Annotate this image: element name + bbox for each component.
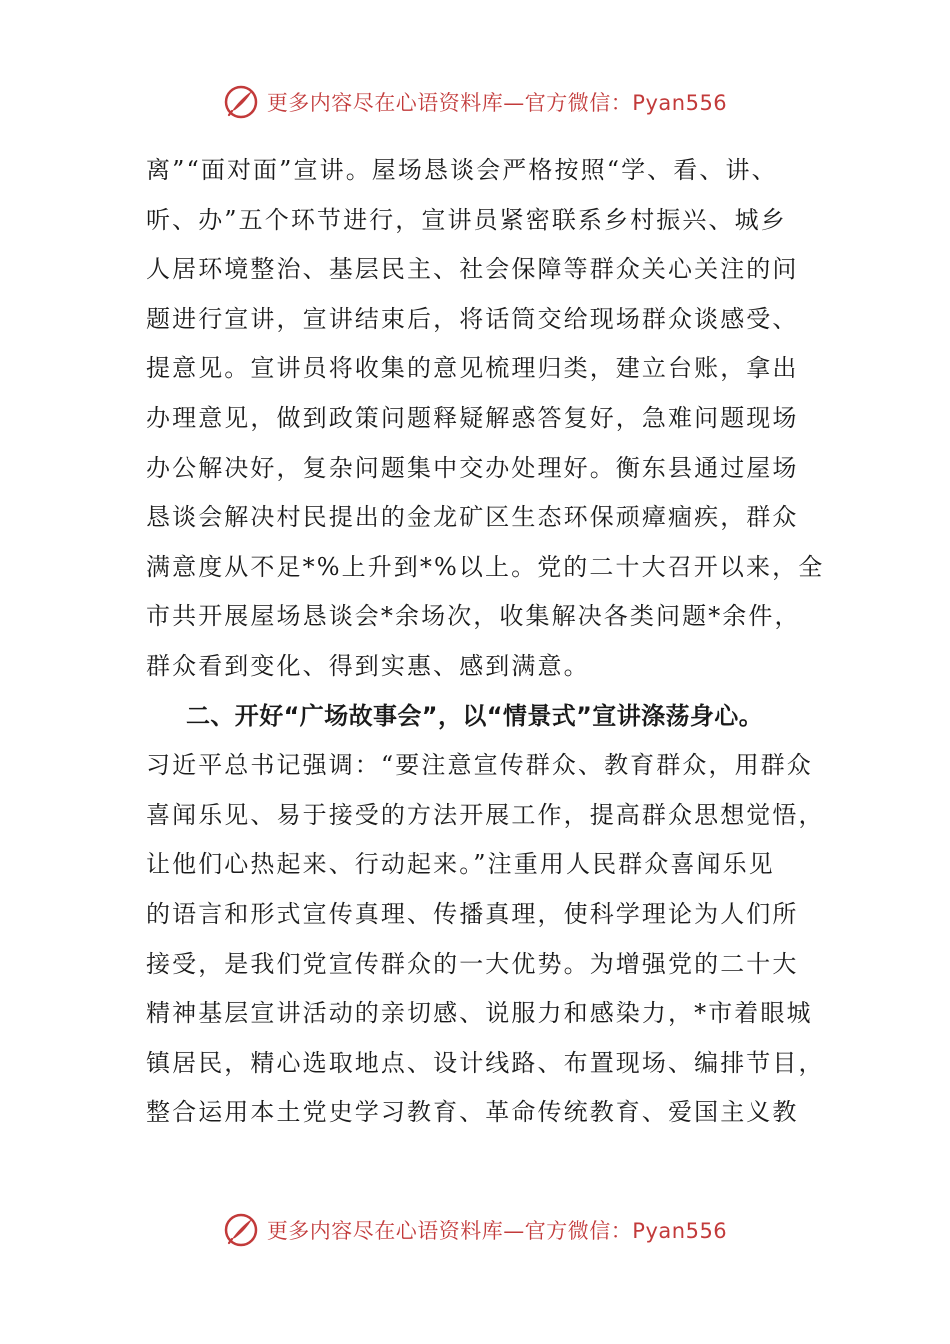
text-line: 人居环境整治、基层民主、社会保障等群众关心关注的问 (146, 255, 799, 284)
text-line: 提意见。宣讲员将收集的意见梳理归类，建立台账，拿出 (146, 354, 799, 383)
text-line: 接受，是我们党宣传群众的一大优势。为增强党的二十大 (146, 949, 799, 978)
text-line: 精神基层宣讲活动的亲切感、说服力和感染力，*市着眼城 (146, 999, 813, 1028)
text-line: 整合运用本土党史学习教育、革命传统教育、爱国主义教 (146, 1098, 799, 1127)
text-line: 恳谈会解决村民提出的金龙矿区生态环保顽瘴痼疾，群众 (146, 503, 799, 532)
feather-pen-logo-icon (223, 84, 259, 120)
text-line: 的语言和形式宣传真理、传播真理，使科学理论为人们所 (146, 899, 799, 928)
text-line: 让他们心热起来、行动起来。”注重用人民群众喜闻乐见 (146, 850, 775, 879)
text-line: 办公解决好，复杂问题集中交办处理好。衡东县通过屋场 (146, 453, 799, 482)
text-line: 习近平总书记强调：“要注意宣传群众、教育群众，用群众 (146, 751, 813, 780)
text-line: 听、办”五个环节进行，宣讲员紧密联系乡村振兴、城乡 (146, 205, 787, 234)
text-line: 离”“面对面”宣讲。屋场恳谈会严格按照“学、看、讲、 (146, 156, 778, 184)
text-line: 满意度从不足*%上升到*%以上。党的二十大召开以来，全 (146, 552, 825, 581)
text-line: 题进行宣讲，宣讲结束后，将话筒交给现场群众谈感受、 (146, 304, 799, 333)
text-line: 喜闻乐见、易于接受的方法开展工作，提高群众思想觉悟， (146, 800, 825, 829)
text-line: 镇居民，精心选取地点、设计线路、布置现场、编排节目， (146, 1048, 825, 1077)
banner-text: 更多内容尽在心语资料库—官方微信：Pyan556 (266, 91, 728, 115)
text-line: 群众看到变化、得到实惠、感到满意。 (146, 651, 590, 680)
document-body (146, 146, 846, 1138)
feather-pen-logo-icon (223, 1212, 259, 1248)
section-heading: 二、开好“广场故事会”，以“情景式”宣讲涤荡身心。 (186, 701, 764, 730)
footer-banner (0, 1208, 950, 1252)
text-line: 市共开展屋场恳谈会*余场次，收集解决各类问题*余件， (146, 602, 801, 631)
text-line: 办理意见，做到政策问题释疑解惑答复好，急难问题现场 (146, 403, 799, 432)
header-banner (0, 80, 950, 124)
banner-text: 更多内容尽在心语资料库—官方微信：Pyan556 (266, 1219, 728, 1243)
